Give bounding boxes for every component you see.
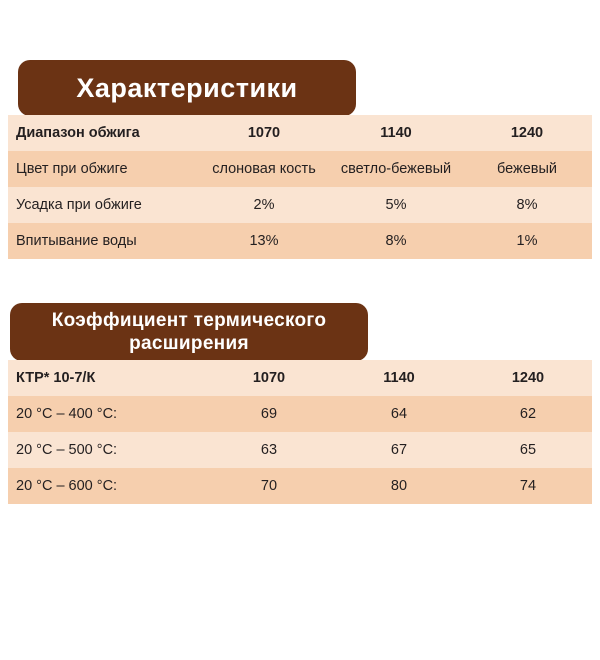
thermal-expansion-heading [10,303,368,361]
cell-value: 64 [334,396,464,432]
column-header-1240: 1240 [464,360,592,396]
column-header-1140: 1140 [334,360,464,396]
row-label-20-400: 20 °C – 400 °C: [8,396,204,432]
column-header-1070: 1070 [198,115,330,151]
cell-value: 2% [198,187,330,223]
cell-value: 70 [204,468,334,504]
cell-value: 80 [334,468,464,504]
cell-value: слоновая кость [198,151,330,187]
heading-line-2: расширения [129,333,249,354]
cell-value: 62 [464,396,592,432]
characteristics-table [8,115,592,259]
column-header-1070: 1070 [204,360,334,396]
row-label-color: Цвет при обжиге [8,151,198,187]
cell-value: 74 [464,468,592,504]
row-label-20-600: 20 °C – 600 °C: [8,468,204,504]
cell-value: 8% [330,223,462,259]
column-header-1240: 1240 [462,115,592,151]
spec-sheet [0,60,600,660]
column-header-firing-range: Диапазон обжига [8,115,198,151]
cell-value: 65 [464,432,592,468]
table-row [8,115,592,151]
row-label-water-absorption: Впитывание воды [8,223,198,259]
cell-value: 69 [204,396,334,432]
cell-value: 67 [334,432,464,468]
cell-value: 1% [462,223,592,259]
table-row [8,187,592,223]
column-header-1140: 1140 [330,115,462,151]
column-header-ktr: КТР* 10-7/К [8,360,204,396]
row-label-20-500: 20 °C – 500 °C: [8,432,204,468]
cell-value: 8% [462,187,592,223]
table-row [8,396,592,432]
cell-value: 5% [330,187,462,223]
table-row [8,360,592,396]
row-label-shrinkage: Усадка при обжиге [8,187,198,223]
thermal-expansion-table [8,360,592,504]
heading-line-1: Коэффициент термического [51,310,327,331]
table-row [8,432,592,468]
cell-value: 13% [198,223,330,259]
table-row [8,223,592,259]
cell-value: светло-бежевый [330,151,462,187]
cell-value: бежевый [462,151,592,187]
table-row [8,151,592,187]
characteristics-heading: Характеристики [18,60,356,116]
cell-value: 63 [204,432,334,468]
table-row [8,468,592,504]
